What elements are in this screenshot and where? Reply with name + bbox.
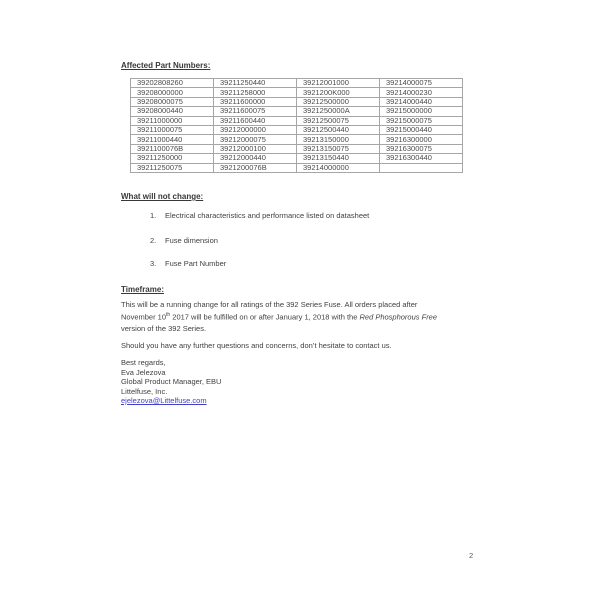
part-number-cell: 39215000075 xyxy=(380,116,463,125)
part-number-cell: 39215000000 xyxy=(380,107,463,116)
paragraph-line: This will be a running change for all ratings of the 392 Series Fuse. All orders placed after xyxy=(121,300,418,309)
table-row xyxy=(131,135,463,144)
part-number-cell xyxy=(380,163,463,172)
table-row xyxy=(131,88,463,97)
part-number-cell: 39212000075 xyxy=(214,135,297,144)
part-number-cell: 39212000000 xyxy=(214,125,297,134)
table-row xyxy=(131,107,463,116)
list-item-number: 1. xyxy=(150,211,157,220)
table-row xyxy=(131,116,463,125)
part-numbers-table xyxy=(130,78,463,173)
part-number-cell: 3921100076B xyxy=(131,144,214,153)
part-number-cell: 39214000075 xyxy=(380,79,463,88)
timeframe-heading: Timeframe: xyxy=(121,285,164,294)
paragraph-line: version of the 392 Series. xyxy=(121,323,207,333)
paragraph-line xyxy=(121,310,437,323)
part-number-cell: 39216300000 xyxy=(380,135,463,144)
table-row xyxy=(131,97,463,106)
list-item xyxy=(150,236,218,245)
part-number-cell: 39211250075 xyxy=(131,163,214,172)
part-number-cell: 39211600075 xyxy=(214,107,297,116)
paragraph-text: 2017 will be fulfilled on or after January 1, 2018 with the xyxy=(170,312,360,322)
list-item xyxy=(150,259,226,268)
table-row xyxy=(131,163,463,172)
part-number-cell: 39211000075 xyxy=(131,125,214,134)
part-number-cell: 3921250000A xyxy=(297,107,380,116)
part-number-cell: 3921200076B xyxy=(214,163,297,172)
signature-line: Eva Jelezova xyxy=(121,367,166,377)
signature-block xyxy=(121,358,221,406)
part-number-cell: 39212500000 xyxy=(297,97,380,106)
table-row xyxy=(131,154,463,163)
table-row xyxy=(131,79,463,88)
part-number-cell: 39211600000 xyxy=(214,97,297,106)
email-link[interactable]: ejelezova@Littelfuse.com xyxy=(121,396,207,405)
list-item-text: Fuse dimension xyxy=(165,236,218,245)
part-number-cell: 39208000440 xyxy=(131,107,214,116)
superscript-ordinal: th xyxy=(166,312,171,318)
part-number-cell: 39208000075 xyxy=(131,97,214,106)
part-number-cell: 39214000000 xyxy=(297,163,380,172)
part-number-cell: 39211250440 xyxy=(214,79,297,88)
part-number-cell: 39214000230 xyxy=(380,88,463,97)
part-number-cell: 39211258000 xyxy=(214,88,297,97)
part-number-cell: 39212001000 xyxy=(297,79,380,88)
closing-paragraph: Should you have any further questions and concerns, don’t hesitate to contact us. xyxy=(121,341,392,350)
signature-line: Littelfuse, Inc. xyxy=(121,386,168,396)
list-item-text: Fuse Part Number xyxy=(165,259,227,268)
timeframe-paragraph xyxy=(121,299,437,334)
part-number-cell: 39216300440 xyxy=(380,154,463,163)
part-number-cell: 39212500075 xyxy=(297,116,380,125)
part-number-cell: 39212000440 xyxy=(214,154,297,163)
list-item-number: 3. xyxy=(150,259,157,268)
page-number: 2 xyxy=(469,551,474,560)
signature-line: Best regards, xyxy=(121,358,166,367)
part-number-cell: 3921200K000 xyxy=(297,88,380,97)
part-number-cell: 39211000000 xyxy=(131,116,214,125)
part-number-cell: 39215000440 xyxy=(380,125,463,134)
paragraph-text: November 10 xyxy=(121,312,167,322)
part-number-cell: 39211600440 xyxy=(214,116,297,125)
part-number-cell: 39211250000 xyxy=(131,154,214,163)
part-number-cell: 39213150000 xyxy=(297,135,380,144)
table-row xyxy=(131,144,463,153)
list-item-text: Electrical characteristics and performance listed on datasheet xyxy=(165,211,370,220)
part-number-cell: 39213150440 xyxy=(297,154,380,163)
part-number-cell: 39212000100 xyxy=(214,144,297,153)
part-number-cell: 39211000440 xyxy=(131,135,214,144)
affected-part-numbers-heading: Affected Part Numbers: xyxy=(121,61,211,70)
list-item-number: 2. xyxy=(150,236,157,245)
italic-phrase: Red Phosphorous Free xyxy=(359,312,438,322)
part-number-cell: 39208000000 xyxy=(131,88,214,97)
what-will-not-change-heading: What will not change: xyxy=(121,192,204,201)
part-number-cell: 39216300075 xyxy=(380,144,463,153)
part-number-cell: 39213150075 xyxy=(297,144,380,153)
part-number-cell: 39202808260 xyxy=(131,79,214,88)
list-item xyxy=(150,211,369,220)
part-number-cell: 39212500440 xyxy=(297,125,380,134)
part-number-cell: 39214000440 xyxy=(380,97,463,106)
signature-line: Global Product Manager, EBU xyxy=(121,377,222,386)
table-row xyxy=(131,125,463,134)
